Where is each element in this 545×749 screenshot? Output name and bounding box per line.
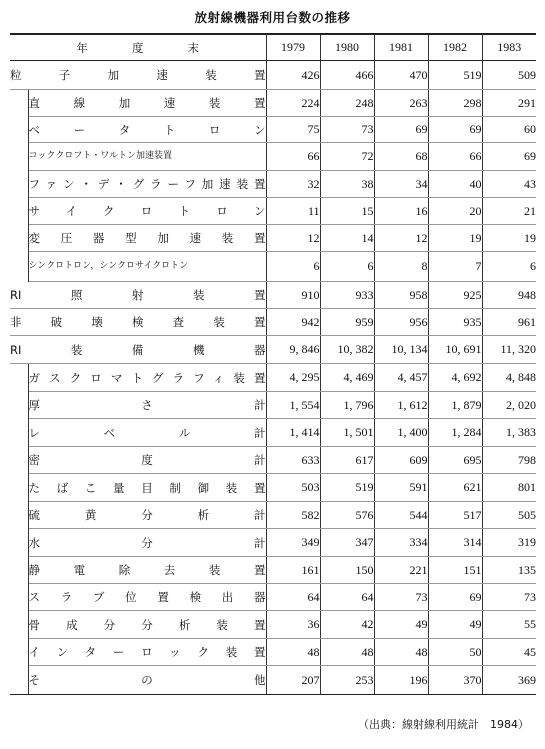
row-label: 静電除去装置 bbox=[28, 557, 266, 584]
value-cell: 8 bbox=[374, 252, 428, 282]
value-cell: 9, 846 bbox=[266, 336, 320, 364]
value-cell: 43 bbox=[482, 171, 536, 198]
value-cell: 319 bbox=[482, 529, 536, 557]
table-row bbox=[10, 447, 536, 474]
value-cell: 69 bbox=[482, 143, 536, 171]
value-cell: 544 bbox=[374, 502, 428, 529]
value-cell: 582 bbox=[266, 502, 320, 529]
table-row bbox=[10, 611, 536, 639]
table-row bbox=[10, 639, 536, 666]
value-cell: 4, 457 bbox=[374, 364, 428, 392]
value-cell: 248 bbox=[320, 90, 374, 117]
value-cell: 4, 469 bbox=[320, 364, 374, 392]
value-cell: 15 bbox=[320, 198, 374, 225]
value-cell: 224 bbox=[266, 90, 320, 117]
value-cell: 910 bbox=[266, 282, 320, 309]
value-cell: 517 bbox=[428, 502, 482, 529]
header-label: 年度末 bbox=[10, 34, 266, 61]
row-label: ファン・デ・グラーフ加速装置 bbox=[28, 171, 266, 198]
value-cell: 49 bbox=[374, 611, 428, 639]
value-cell: 7 bbox=[428, 252, 482, 282]
table-row bbox=[10, 474, 536, 502]
value-cell: 48 bbox=[320, 639, 374, 666]
table-row bbox=[10, 502, 536, 529]
indent-cell bbox=[10, 666, 28, 695]
value-cell: 1, 554 bbox=[266, 392, 320, 419]
value-cell: 4, 692 bbox=[428, 364, 482, 392]
value-cell: 69 bbox=[428, 584, 482, 611]
table-row bbox=[10, 666, 536, 695]
value-cell: 801 bbox=[482, 474, 536, 502]
value-cell: 69 bbox=[374, 117, 428, 143]
table-row bbox=[10, 90, 536, 117]
value-cell: 45 bbox=[482, 639, 536, 666]
year-header: 1979 bbox=[266, 34, 320, 61]
value-cell: 73 bbox=[482, 584, 536, 611]
value-cell: 68 bbox=[374, 143, 428, 171]
year-header: 1981 bbox=[374, 34, 428, 61]
indent-cell bbox=[10, 474, 28, 502]
value-cell: 958 bbox=[374, 282, 428, 309]
indent-cell bbox=[10, 502, 28, 529]
value-cell: 6 bbox=[320, 252, 374, 282]
row-label: 厚さ計 bbox=[28, 392, 266, 419]
row-label: 骨成分分析装置 bbox=[28, 611, 266, 639]
value-cell: 925 bbox=[428, 282, 482, 309]
value-cell: 2, 020 bbox=[482, 392, 536, 419]
table-row bbox=[10, 392, 536, 419]
table-row bbox=[10, 252, 536, 282]
table-row bbox=[10, 198, 536, 225]
value-cell: 6 bbox=[482, 252, 536, 282]
row-label: 直線加速装置 bbox=[28, 90, 266, 117]
row-label: 密度計 bbox=[28, 447, 266, 474]
value-cell: 1, 501 bbox=[320, 419, 374, 447]
row-label: ベータトロン bbox=[28, 117, 266, 143]
value-cell: 576 bbox=[320, 502, 374, 529]
value-cell: 66 bbox=[266, 143, 320, 171]
value-cell: 20 bbox=[428, 198, 482, 225]
indent-cell bbox=[10, 252, 28, 282]
value-cell: 935 bbox=[428, 309, 482, 336]
value-cell: 505 bbox=[482, 502, 536, 529]
value-cell: 40 bbox=[428, 171, 482, 198]
table-title: 放射線機器利用台数の推移 bbox=[194, 10, 351, 25]
indent-cell bbox=[10, 447, 28, 474]
indent-cell bbox=[10, 639, 28, 666]
value-cell: 19 bbox=[428, 225, 482, 252]
indent-cell bbox=[10, 143, 28, 171]
row-label: スラブ位置検出器 bbox=[28, 584, 266, 611]
indent-cell bbox=[10, 198, 28, 225]
table-row bbox=[10, 364, 536, 392]
value-cell: 959 bbox=[320, 309, 374, 336]
table-row bbox=[10, 143, 536, 171]
value-cell: 196 bbox=[374, 666, 428, 695]
value-cell: 69 bbox=[428, 117, 482, 143]
value-cell: 519 bbox=[428, 61, 482, 90]
value-cell: 34 bbox=[374, 171, 428, 198]
value-cell: 1, 383 bbox=[482, 419, 536, 447]
indent-cell bbox=[10, 419, 28, 447]
value-cell: 1, 612 bbox=[374, 392, 428, 419]
value-cell: 42 bbox=[320, 611, 374, 639]
value-cell: 695 bbox=[428, 447, 482, 474]
indent-cell bbox=[10, 529, 28, 557]
value-cell: 948 bbox=[482, 282, 536, 309]
row-label: 非破壊検査装置 bbox=[10, 309, 266, 336]
value-cell: 349 bbox=[266, 529, 320, 557]
table-row bbox=[10, 117, 536, 143]
value-cell: 12 bbox=[266, 225, 320, 252]
row-label: たばこ量目制御装置 bbox=[28, 474, 266, 502]
table-row bbox=[10, 171, 536, 198]
table-row bbox=[10, 225, 536, 252]
value-cell: 73 bbox=[320, 117, 374, 143]
value-cell: 14 bbox=[320, 225, 374, 252]
year-header: 1983 bbox=[482, 34, 536, 61]
row-label: 水分計 bbox=[28, 529, 266, 557]
table-row bbox=[10, 61, 536, 90]
value-cell: 1, 284 bbox=[428, 419, 482, 447]
value-cell: 933 bbox=[320, 282, 374, 309]
row-label: 粒子加速装置 bbox=[10, 61, 266, 90]
value-cell: 503 bbox=[266, 474, 320, 502]
row-label: サイクロトロン bbox=[28, 198, 266, 225]
indent-cell bbox=[10, 117, 28, 143]
value-cell: 49 bbox=[428, 611, 482, 639]
indent-cell bbox=[10, 557, 28, 584]
header-row bbox=[10, 34, 536, 61]
value-cell: 470 bbox=[374, 61, 428, 90]
value-cell: 12 bbox=[374, 225, 428, 252]
value-cell: 38 bbox=[320, 171, 374, 198]
value-cell: 16 bbox=[374, 198, 428, 225]
value-cell: 617 bbox=[320, 447, 374, 474]
indent-cell bbox=[10, 364, 28, 392]
value-cell: 11, 320 bbox=[482, 336, 536, 364]
value-cell: 10, 691 bbox=[428, 336, 482, 364]
value-cell: 509 bbox=[482, 61, 536, 90]
value-cell: 1, 414 bbox=[266, 419, 320, 447]
value-cell: 6 bbox=[266, 252, 320, 282]
value-cell: 956 bbox=[374, 309, 428, 336]
value-cell: 19 bbox=[482, 225, 536, 252]
value-cell: 314 bbox=[428, 529, 482, 557]
value-cell: 369 bbox=[482, 666, 536, 695]
value-cell: 609 bbox=[374, 447, 428, 474]
value-cell: 1, 796 bbox=[320, 392, 374, 419]
row-label: シンクロトロン，シンクロサイクロトン bbox=[28, 252, 266, 282]
table-row bbox=[10, 584, 536, 611]
indent-cell bbox=[10, 611, 28, 639]
table-row bbox=[10, 557, 536, 584]
table-row bbox=[10, 529, 536, 557]
value-cell: 1, 400 bbox=[374, 419, 428, 447]
value-cell: 72 bbox=[320, 143, 374, 171]
value-cell: 207 bbox=[266, 666, 320, 695]
indent-cell bbox=[10, 584, 28, 611]
row-label: RI装備機器 bbox=[10, 336, 266, 364]
indent-cell bbox=[10, 392, 28, 419]
value-cell: 466 bbox=[320, 61, 374, 90]
row-label: 硫黄分析計 bbox=[28, 502, 266, 529]
value-cell: 64 bbox=[266, 584, 320, 611]
value-cell: 21 bbox=[482, 198, 536, 225]
indent-cell bbox=[10, 90, 28, 117]
row-label: コッククロフト・ワルトン加速装置 bbox=[28, 143, 266, 171]
value-cell: 4, 295 bbox=[266, 364, 320, 392]
year-header: 1982 bbox=[428, 34, 482, 61]
value-cell: 334 bbox=[374, 529, 428, 557]
value-cell: 50 bbox=[428, 639, 482, 666]
value-cell: 621 bbox=[428, 474, 482, 502]
row-label: インターロック装置 bbox=[28, 639, 266, 666]
value-cell: 519 bbox=[320, 474, 374, 502]
value-cell: 48 bbox=[374, 639, 428, 666]
value-cell: 291 bbox=[482, 90, 536, 117]
value-cell: 426 bbox=[266, 61, 320, 90]
value-cell: 48 bbox=[266, 639, 320, 666]
row-label: レベル計 bbox=[28, 419, 266, 447]
row-label: RI照射装置 bbox=[10, 282, 266, 309]
indent-cell bbox=[10, 225, 28, 252]
table-row bbox=[10, 336, 536, 364]
value-cell: 150 bbox=[320, 557, 374, 584]
row-label: ガスクロマトグラフィ装置 bbox=[28, 364, 266, 392]
row-label: 変圧器型加速装置 bbox=[28, 225, 266, 252]
value-cell: 151 bbox=[428, 557, 482, 584]
year-header: 1980 bbox=[320, 34, 374, 61]
value-cell: 60 bbox=[482, 117, 536, 143]
equipment-table bbox=[10, 33, 536, 695]
value-cell: 36 bbox=[266, 611, 320, 639]
value-cell: 370 bbox=[428, 666, 482, 695]
indent-cell bbox=[10, 171, 28, 198]
value-cell: 1, 879 bbox=[428, 392, 482, 419]
value-cell: 161 bbox=[266, 557, 320, 584]
table-row bbox=[10, 282, 536, 309]
value-cell: 135 bbox=[482, 557, 536, 584]
value-cell: 4, 848 bbox=[482, 364, 536, 392]
table-row bbox=[10, 419, 536, 447]
value-cell: 64 bbox=[320, 584, 374, 611]
value-cell: 253 bbox=[320, 666, 374, 695]
value-cell: 942 bbox=[266, 309, 320, 336]
table-row bbox=[10, 309, 536, 336]
value-cell: 798 bbox=[482, 447, 536, 474]
value-cell: 221 bbox=[374, 557, 428, 584]
value-cell: 10, 134 bbox=[374, 336, 428, 364]
value-cell: 66 bbox=[428, 143, 482, 171]
value-cell: 73 bbox=[374, 584, 428, 611]
value-cell: 55 bbox=[482, 611, 536, 639]
source-note: （出典：線射線利用統計 1984） bbox=[358, 718, 529, 731]
value-cell: 347 bbox=[320, 529, 374, 557]
value-cell: 298 bbox=[428, 90, 482, 117]
value-cell: 32 bbox=[266, 171, 320, 198]
value-cell: 10, 382 bbox=[320, 336, 374, 364]
value-cell: 75 bbox=[266, 117, 320, 143]
value-cell: 591 bbox=[374, 474, 428, 502]
value-cell: 633 bbox=[266, 447, 320, 474]
value-cell: 11 bbox=[266, 198, 320, 225]
row-label: その他 bbox=[28, 666, 266, 695]
value-cell: 263 bbox=[374, 90, 428, 117]
value-cell: 961 bbox=[482, 309, 536, 336]
